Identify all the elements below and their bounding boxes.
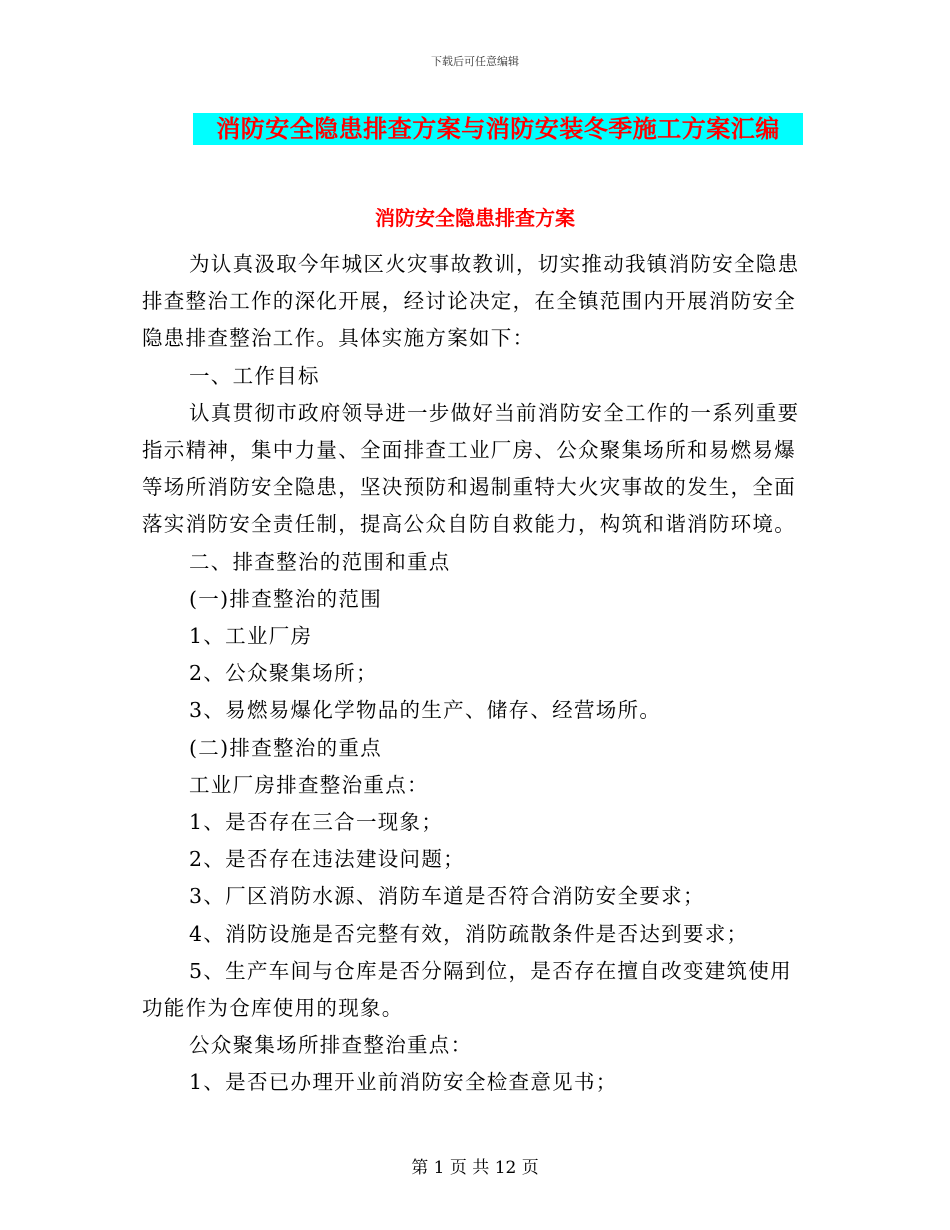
list-item: 3、易燃易爆化学物品的生产、储存、经营场所。	[189, 698, 662, 723]
paragraph: 认真贯彻市政府领导进一步做好当前消防安全工作的一系列重要指示精神，集中力量、全面排查工业厂房、公众聚集场所和易燃易爆等场所消防安全隐患，坚决预防和遏制重特大火灾事故的发生，全面落实消防安全责任制，提高公众自防自救能力，构筑和谐消防环境。	[142, 400, 800, 537]
paragraph: 公众聚集场所排查整治重点：	[189, 1033, 473, 1058]
list-item: 1、工业厂房	[189, 624, 313, 649]
page-footer: 第 1 页 共 12 页	[411, 1158, 539, 1178]
page-header-note: 下载后可任意编辑	[431, 55, 519, 68]
list-item: 1、是否存在三合一现象；	[189, 810, 444, 835]
subheading-scope: (一)排查整治的范围	[189, 586, 382, 611]
heading-scope-and-focus: 二、排查整治的范围和重点	[189, 549, 451, 574]
list-item: 5、生产车间与仓库是否分隔到位，是否存在擅自改变建筑使用功能作为仓库使用的现象。	[142, 958, 792, 1021]
document-body	[142, 246, 808, 1102]
section-title: 消防安全隐患排查方案	[375, 206, 575, 230]
paragraph: 工业厂房排查整治重点：	[189, 772, 429, 797]
main-title: 消防安全隐患排查方案与消防安装冬季施工方案汇编	[216, 114, 780, 143]
list-item: 1、是否已办理开业前消防安全检查意见书；	[189, 1070, 618, 1095]
paragraph: 为认真汲取今年城区火灾事故教训，切实推动我镇消防安全隐患排查整治工作的深化开展，经讨论决定，在全镇范围内开展消防安全隐患排查整治工作。具体实施方案如下：	[142, 252, 800, 351]
heading-work-goal: 一、工作目标	[189, 363, 320, 388]
list-item: 3、厂区消防水源、消防车道是否符合消防安全要求；	[189, 884, 705, 909]
subheading-focus: (二)排查整治的重点	[189, 735, 382, 760]
main-title-highlight	[193, 113, 803, 145]
list-item: 2、是否存在违法建设问题；	[189, 847, 465, 872]
list-item: 4、消防设施是否完整有效，消防疏散条件是否达到要求；	[189, 921, 749, 946]
list-item: 2、公众聚集场所；	[189, 661, 378, 686]
